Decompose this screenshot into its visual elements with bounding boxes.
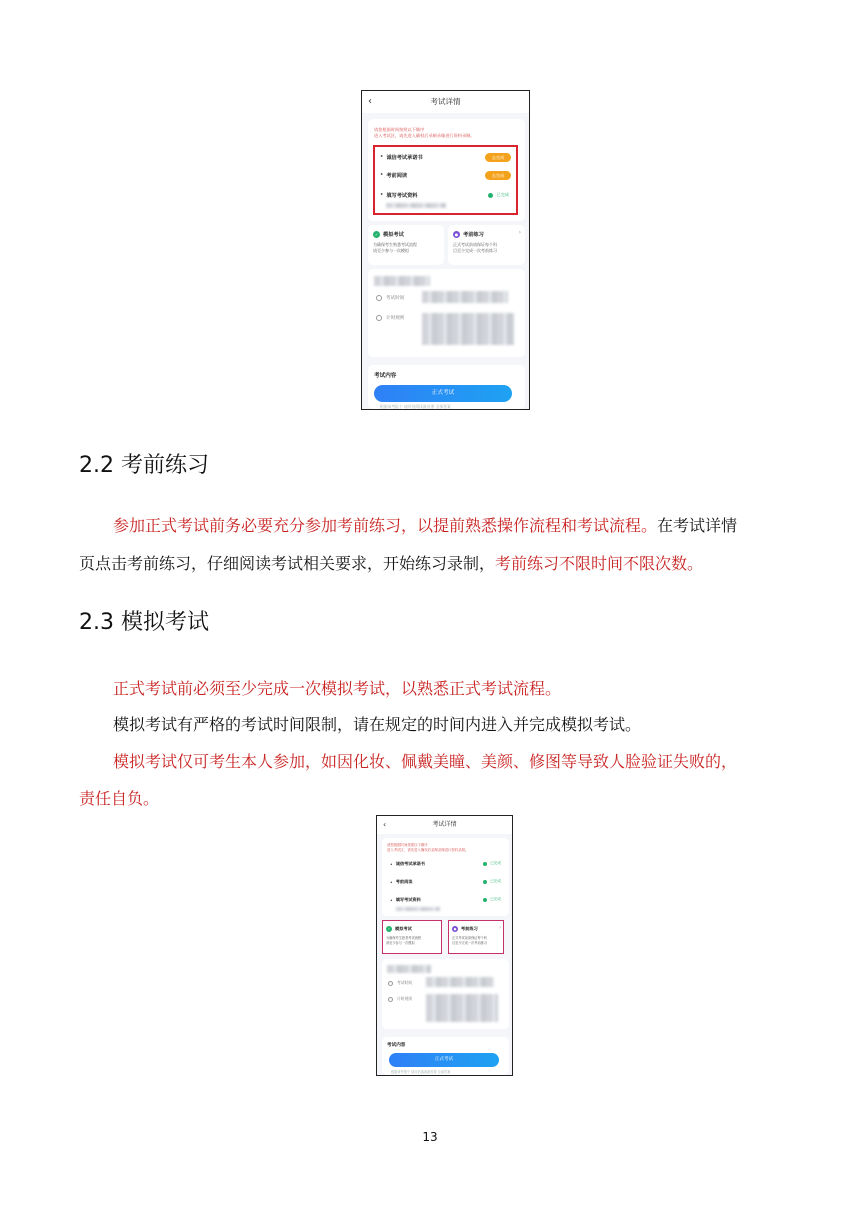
chevron-right-icon: › — [518, 229, 521, 236]
chevron-left-icon[interactable]: ‹ — [383, 820, 387, 829]
check-circle-icon — [483, 862, 487, 866]
page-title: 考试详情 — [432, 821, 457, 828]
steps-card — [382, 838, 509, 916]
status-badge[interactable]: 去完成 — [485, 153, 511, 162]
practice-paragraph: 参加正式考试前务必要充分参加考前练习，以提前熟悉操作流程和考试流程。在考试详情 页点击考前练习，仔细阅读考试相关要求，开始练习录制，考前练习不限时间不限次数。 — [79, 516, 738, 573]
footer-text: 根据该考报个 请评估阅读最首要 全部答案 — [380, 404, 451, 409]
step-row-reading[interactable]: • 考前阅读 已完成 — [390, 879, 501, 885]
exam-info-card: 考试时间 计时规则 — [368, 269, 525, 357]
mock-line-4: 责任自负。 — [79, 789, 160, 808]
status-badge[interactable]: 去完成 — [485, 171, 511, 180]
notice-text: 请您根据时间按照以下顺序 进入考试区，请先进入确权后录制录像进行资料录制。 — [387, 843, 469, 853]
mock-line-2: 模拟考试有严格的考试时间限制，请在规定的时间内进入并完成模拟考试。 — [113, 715, 642, 734]
redacted-exam-time — [426, 977, 494, 987]
redacted-exam-time — [422, 291, 508, 303]
status-badge: 已完成 — [483, 897, 501, 902]
top-bar — [377, 816, 512, 834]
rules-icon — [388, 997, 393, 1002]
clock-icon — [388, 981, 393, 986]
mock-line-1: 正式考试前必须至少完成一次模拟考试，以熟悉正式考试流程。 — [113, 679, 562, 698]
check-circle-icon — [483, 898, 487, 902]
practice-icon: ● — [454, 232, 459, 237]
practice-card[interactable]: ● 考前练习 › 正式考试前请保证每个科 目至少完成一次考前练习 — [448, 225, 525, 265]
step-row-info[interactable]: • 填写考试资料 已完成 — [380, 192, 509, 199]
step-row-reading[interactable]: • 考前阅读 去完成 — [368, 167, 525, 183]
steps-card — [368, 119, 525, 221]
section-heading-2-3: 2.3 模拟考试 — [79, 610, 209, 635]
start-exam-button[interactable]: 正式考试 — [389, 1053, 499, 1067]
start-exam-button[interactable]: 正式考试 — [374, 385, 512, 402]
exam-detail-screenshot-top — [361, 90, 530, 410]
top-bar — [362, 91, 529, 113]
page-number: 13 — [422, 1130, 438, 1144]
redacted-rules — [426, 994, 498, 1022]
mock-exam-card[interactable]: ✓ 模拟考试 为确保考生熟悉考试流程 请至少参与一次模拟 — [382, 920, 442, 954]
redacted-text — [396, 907, 440, 911]
practice-card[interactable]: ● 考前练习 › 正式考试前请保证每个科 目至少完成一次考前练习 — [448, 920, 504, 954]
redacted-exam-name — [387, 965, 431, 973]
redacted-rules — [422, 313, 514, 345]
section-title: 考试内容 — [387, 1043, 406, 1048]
page-title: 考试详情 — [430, 97, 461, 106]
practice-icon: ● — [453, 927, 457, 931]
mock-exam-icon: ✓ — [374, 232, 379, 237]
check-circle-icon — [483, 880, 487, 884]
chevron-left-icon[interactable]: ‹ — [368, 96, 372, 107]
exam-info-card: 考试时间 计时规则 — [382, 959, 509, 1029]
notice-text: 请您根据时间按照以下顺序 进入考试区，请先进入确权后录制录像进行资料录制。 — [374, 127, 475, 139]
status-badge: 已完成 — [483, 879, 501, 884]
step-row-pledge[interactable]: • 诚信考试承诺书 去完成 — [368, 149, 525, 165]
rules-icon — [376, 315, 382, 321]
exam-detail-screenshot-bottom — [376, 815, 513, 1076]
mock-exam-icon: ✓ — [387, 927, 391, 931]
section-heading-2-2: 2.2 考前练习 — [79, 453, 209, 478]
step-row-pledge[interactable]: • 诚信考试承诺书 已完成 — [390, 861, 501, 867]
clock-icon — [376, 295, 382, 301]
mock-exam-card[interactable]: ✓ 模拟考试 为确保考生熟悉考试流程 请至少参与一次模拟 — [368, 225, 444, 265]
section-title: 考试内容 — [374, 373, 397, 379]
redacted-text — [386, 203, 446, 208]
step-row-info[interactable]: • 填写考试资料 已完成 — [390, 897, 501, 903]
chevron-right-icon: › — [499, 925, 501, 931]
status-badge: 已完成 — [483, 861, 501, 866]
status-badge: 已完成 — [488, 192, 509, 198]
check-circle-icon — [488, 193, 493, 198]
mock-line-3: 模拟考试仅可考生本人参加，如因化妆、佩戴美瞳、美颜、修图等导致人脸验证失败的， — [113, 752, 738, 771]
redacted-exam-name — [374, 276, 430, 286]
footer-text: 根据该考报个 请评估阅读最首要 全部答案 — [391, 1070, 451, 1074]
